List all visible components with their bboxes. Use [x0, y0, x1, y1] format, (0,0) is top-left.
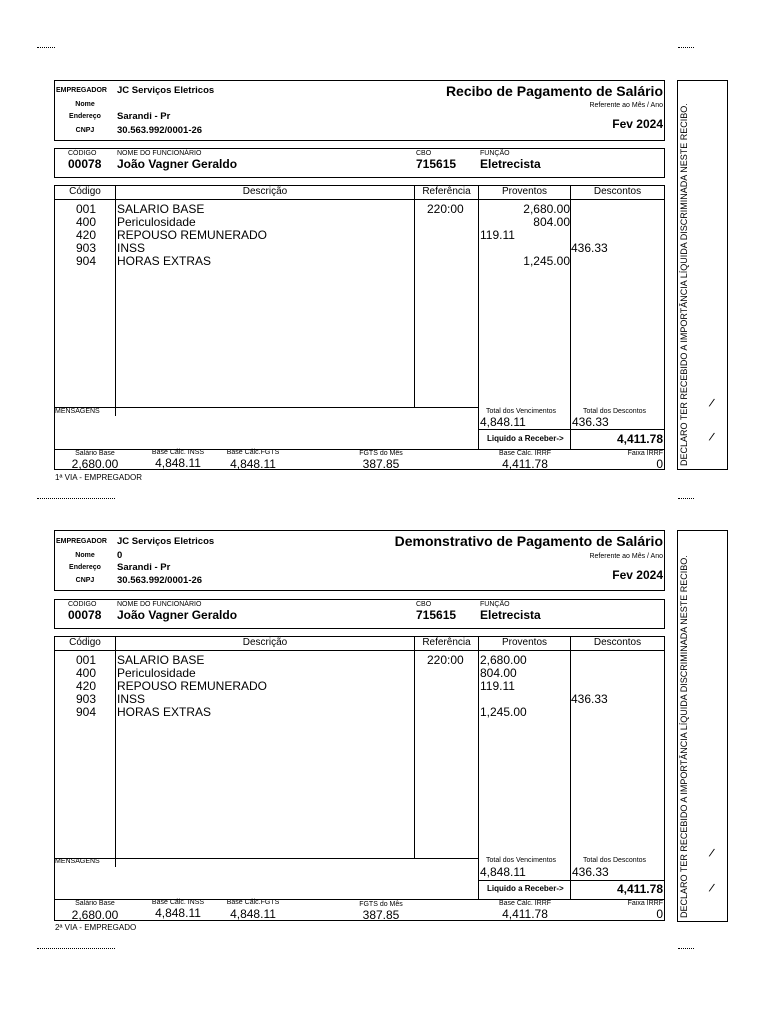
row-proventos: 119.11: [480, 228, 515, 242]
faixa-irrf-value: 0: [656, 907, 663, 921]
mensagens-label: MENSAGENS: [55, 408, 100, 415]
funcao-label: FUNÇÃO: [480, 150, 510, 157]
col-divider: [414, 185, 415, 407]
declaro-text: DECLARO TER RECEBIDO A IMPORTÂNCIA LÍQUIDA DISCRIMINADA NESTE RECIBO.: [679, 555, 689, 918]
row-proventos: 119.11: [480, 679, 515, 693]
row-codigo: 420: [76, 228, 97, 242]
empregador-name: JC Serviços Eletricos: [117, 536, 215, 547]
signature-line: [727, 345, 728, 465]
liquido-value: 4,411.78: [616, 432, 663, 446]
base-irrf-value: 4,411.78: [502, 457, 548, 471]
cnpj-value: 30.563.992/0001-26: [117, 575, 203, 586]
mensagens-top-line: [54, 858, 479, 859]
cbo-label: CBO: [416, 601, 432, 608]
col-header-proventos: Proventos: [501, 637, 548, 648]
salario-base-label: Salário Base: [75, 900, 115, 907]
referente-label: Referente ao Mês / Ano: [589, 102, 663, 109]
row-descricao: REPOUSO REMUNERADO: [117, 228, 268, 242]
funcionario-label: NOME DO FUNCIONÁRIO: [117, 601, 202, 608]
fgts-mes-value: 387.85: [362, 457, 400, 471]
base-irrf-label: Base Cálc. IRRF: [498, 450, 552, 457]
row-descricao: REPOUSO REMUNERADO: [117, 679, 268, 693]
base-inss-value: 4,848.11: [155, 456, 201, 470]
base-fgts-label: Base Cálc.FGTS: [226, 449, 280, 456]
declaro-text: DECLARO TER RECEBIDO A IMPORTÂNCIA LÍQUIDA DISCRIMINADA NESTE RECIBO.: [679, 103, 689, 466]
cbo-label: CBO: [416, 150, 432, 157]
liquido-label: Liquido a Receber->: [487, 434, 564, 443]
base-fgts-label: Base Cálc.FGTS: [226, 899, 280, 906]
cut-mark: [678, 47, 694, 48]
row-descontos: 436.33: [571, 692, 608, 706]
funcionario-name: João Vagner Geraldo: [117, 157, 238, 171]
totals-divider: [478, 880, 665, 881]
salario-base-value: 2,680.00: [71, 908, 119, 922]
col-header-proventos: Proventos: [501, 186, 548, 197]
row-codigo: 904: [76, 705, 97, 719]
base-fgts-value: 4,848.11: [230, 907, 276, 921]
row-referencia: 220:00: [427, 202, 464, 216]
row-proventos: 2,680.00: [523, 202, 570, 216]
referente-label: Referente ao Mês / Ano: [589, 553, 663, 560]
base-inss-value: 4,848.11: [155, 906, 201, 920]
funcao-value: Eletrecista: [480, 608, 541, 622]
base-inss-label: Base Cálc. INSS: [151, 899, 205, 906]
date-slash: /: [707, 429, 716, 445]
row-descricao: SALARIO BASE: [117, 653, 205, 667]
nome-value: 0: [117, 550, 123, 561]
nome-label: Nome: [75, 552, 95, 559]
base-irrf-label: Base Cálc. IRRF: [498, 900, 552, 907]
row-descricao: SALARIO BASE: [117, 202, 205, 216]
row-codigo: 903: [76, 692, 97, 706]
col-divider: [570, 185, 571, 449]
col-header-referencia: Referência: [422, 637, 471, 648]
table-header-divider: [54, 650, 665, 651]
row-codigo: 903: [76, 241, 97, 255]
row-descricao: HORAS EXTRAS: [117, 705, 212, 719]
row-proventos: 1,245.00: [480, 705, 527, 719]
cut-mark: [678, 498, 694, 499]
col-header-codigo: Código: [69, 637, 101, 648]
funcionario-name: João Vagner Geraldo: [117, 608, 238, 622]
empregador-label: EMPREGADOR: [56, 538, 107, 545]
total-descontos-label: Total dos Descontos: [583, 408, 647, 415]
mensagens-top-line: [54, 407, 479, 408]
cut-mark: [678, 948, 694, 949]
signature-line: [727, 795, 728, 915]
row-proventos: 2,680.00: [480, 653, 527, 667]
nome-label: Nome: [75, 101, 95, 108]
total-vencimentos-value: 4,848.11: [480, 865, 526, 879]
col-divider: [115, 636, 116, 867]
cnpj-value: 30.563.992/0001-26: [117, 125, 203, 136]
cut-mark: [37, 47, 55, 48]
cnpj-label: CNPJ: [75, 577, 95, 584]
empregador-label: EMPREGADOR: [56, 87, 107, 94]
row-descricao: INSS: [117, 692, 146, 706]
total-vencimentos-label: Total dos Vencimentos: [486, 857, 557, 864]
base-fgts-value: 4,848.11: [230, 457, 276, 471]
liquido-value: 4,411.78: [616, 882, 663, 896]
col-divider: [115, 185, 116, 416]
cbo-value: 715615: [416, 608, 457, 622]
faixa-irrf-label: Faixa IRRF: [627, 900, 663, 907]
col-divider: [414, 636, 415, 858]
referente-value: Fev 2024: [612, 568, 663, 582]
row-codigo: 001: [76, 653, 97, 667]
codigo-value: 00078: [68, 157, 102, 171]
col-header-referencia: Referência: [422, 186, 471, 197]
fgts-mes-value: 387.85: [362, 908, 400, 922]
empregador-name: JC Serviços Eletricos: [117, 85, 215, 96]
row-descricao: Periculosidade: [117, 215, 196, 229]
row-codigo: 904: [76, 254, 97, 268]
salario-base-value: 2,680.00: [71, 457, 119, 471]
fgts-mes-label: FGTS do Mês: [359, 901, 403, 908]
col-header-descontos: Descontos: [593, 186, 642, 197]
col-header-descricao: Descrição: [242, 186, 288, 197]
signature-line: [727, 550, 728, 782]
col-divider: [570, 636, 571, 900]
codigo-label: CÓDIGO: [68, 601, 97, 608]
totals-divider: [478, 429, 665, 430]
referente-value: Fev 2024: [612, 117, 663, 131]
row-descricao: INSS: [117, 241, 146, 255]
funcionario-label: NOME DO FUNCIONÁRIO: [117, 150, 202, 157]
endereco-label: Endereço: [69, 113, 101, 120]
row-proventos: 804.00: [480, 666, 517, 680]
endereco-value: Sarandi - Pr: [117, 562, 171, 573]
col-divider: [478, 185, 479, 449]
endereco-label: Endereço: [69, 564, 101, 571]
row-codigo: 420: [76, 679, 97, 693]
signature-line: [727, 100, 728, 332]
row-referencia: 220:00: [427, 653, 464, 667]
row-descricao: HORAS EXTRAS: [117, 254, 212, 268]
total-descontos-value: 436.33: [572, 865, 609, 879]
funcao-label: FUNÇÃO: [480, 601, 510, 608]
row-codigo: 001: [76, 202, 97, 216]
fgts-mes-label: FGTS do Mês: [359, 450, 403, 457]
base-inss-label: Base Cálc. INSS: [151, 449, 205, 456]
codigo-label: CÓDIGO: [68, 150, 97, 157]
row-descontos: 436.33: [571, 241, 608, 255]
via-label: 2ª VIA - EMPREGADO: [55, 923, 137, 932]
total-descontos-value: 436.33: [572, 415, 609, 429]
via-label: 1ª VIA - EMPREGADOR: [55, 473, 142, 482]
receipt-title: Demonstrativo de Pagamento de Salário: [394, 533, 663, 549]
col-header-descricao: Descrição: [242, 637, 288, 648]
faixa-irrf-value: 0: [656, 457, 663, 471]
row-codigo: 400: [76, 666, 97, 680]
mensagens-label: MENSAGENS: [55, 858, 100, 865]
base-irrf-value: 4,411.78: [502, 907, 548, 921]
total-vencimentos-value: 4,848.11: [480, 415, 526, 429]
row-codigo: 400: [76, 215, 97, 229]
cut-mark: [37, 498, 115, 499]
total-vencimentos-label: Total dos Vencimentos: [486, 408, 557, 415]
liquido-label: Liquido a Receber->: [487, 884, 564, 893]
total-descontos-label: Total dos Descontos: [583, 857, 647, 864]
col-header-descontos: Descontos: [593, 637, 642, 648]
date-slash: /: [707, 880, 716, 896]
salario-base-label: Salário Base: [75, 450, 115, 457]
cnpj-label: CNPJ: [75, 127, 95, 134]
date-slash: /: [707, 395, 716, 411]
table-header-divider: [54, 199, 665, 200]
cut-mark: [37, 948, 115, 949]
cbo-value: 715615: [416, 157, 457, 171]
receipt-title: Recibo de Pagamento de Salário: [445, 83, 663, 99]
row-proventos: 1,245.00: [523, 254, 570, 268]
funcao-value: Eletrecista: [480, 157, 541, 171]
col-divider: [478, 636, 479, 900]
row-proventos: 804.00: [533, 215, 570, 229]
row-descricao: Periculosidade: [117, 666, 196, 680]
col-header-codigo: Código: [69, 186, 101, 197]
faixa-irrf-label: Faixa IRRF: [627, 450, 663, 457]
date-slash: /: [707, 845, 716, 861]
endereco-value: Sarandi - Pr: [117, 111, 171, 122]
codigo-value: 00078: [68, 608, 102, 622]
